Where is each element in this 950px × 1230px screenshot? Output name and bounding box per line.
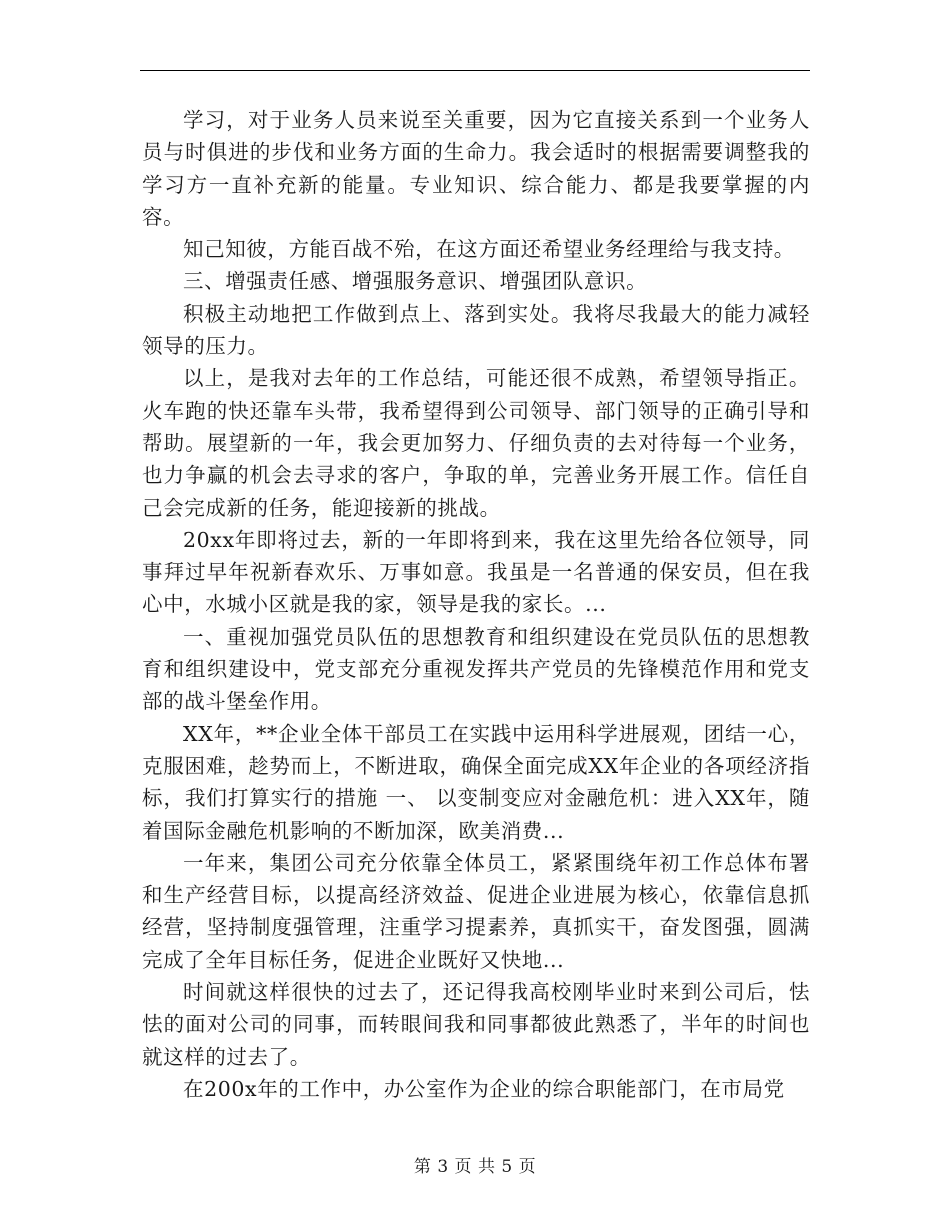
paragraph: 学习，对于业务人员来说至关重要，因为它直接关系到一个业务人员与时俱进的步伐和业务方面的生命力。我会适时的根据需要调整我的学习方一直补充新的能量。专业知识、综合能力、都是我要掌握的内容。: [142, 108, 810, 229]
page-number-footer: 第 3 页 共 5 页: [413, 1157, 537, 1177]
header-rule: [140, 70, 810, 71]
paragraph: XX年，**企业全体干部员工在实践中运用科学进展观，团结一心，克服困难，趁势而上，不断进取，确保全面完成XX年企业的各项经济指标，我们打算实行的措施 一、 以变制变应对金融危机：进入XX年，随着国际金融危机影响的不断加深，欧美消费...: [142, 721, 810, 843]
paragraph: 积极主动地把工作做到点上、落到实处。我将尽我最大的能力减轻领导的压力。: [142, 301, 810, 359]
paragraph: 以上，是我对去年的工作总结，可能还很不成熟，希望领导指正。火车跑的快还靠车头带，我希望得到公司领导、部门领导的正确引导和帮助。展望新的一年，我会更加努力、仔细负责的去对待每一个业务，也力争赢的机会去寻求的客户，争取的单，完善业务开展工作。信任自己会完成新的任务，能迎接新的挑战。: [142, 366, 810, 520]
paragraph: 一年来，集团公司充分依靠全体员工，紧紧围绕年初工作总体布署和生产经营目标，以提高经济效益、促进企业进展为核心，依靠信息抓经营，坚持制度强管理，注重学习提素养，真抓实干，奋发图强，圆满完成了全年目标任务，促进企业既好又快地...: [142, 850, 810, 972]
paragraph: 一、重视加强党员队伍的思想教育和组织建设在党员队伍的思想教育和组织建设中，党支部充分重视发挥共产党员的先锋模范作用和党支部的战斗堡垒作用。: [142, 624, 810, 714]
paragraph: 三、增强责任感、增强服务意识、增强团队意识。: [183, 269, 648, 294]
paragraph: 知己知彼，方能百战不殆，在这方面还希望业务经理给与我支持。: [183, 237, 795, 262]
paragraph: 20xx年即将过去，新的一年即将到来，我在这里先给各位领导，同事拜过早年祝新春欢乐、万事如意。我虽是一名普通的保安员，但在我心中，水城小区就是我的家，领导是我的家长。...: [142, 527, 810, 617]
paragraph: 时间就这样很快的过去了，还记得我高校刚毕业时来到公司后，怯怯的面对公司的同事，而转眼间我和同事都彼此熟悉了，半年的时间也就这样的过去了。: [142, 980, 810, 1069]
paragraph: 在200x年的工作中，办公室作为企业的综合职能部门，在市局党: [183, 1076, 785, 1101]
document-body: [142, 104, 810, 1105]
